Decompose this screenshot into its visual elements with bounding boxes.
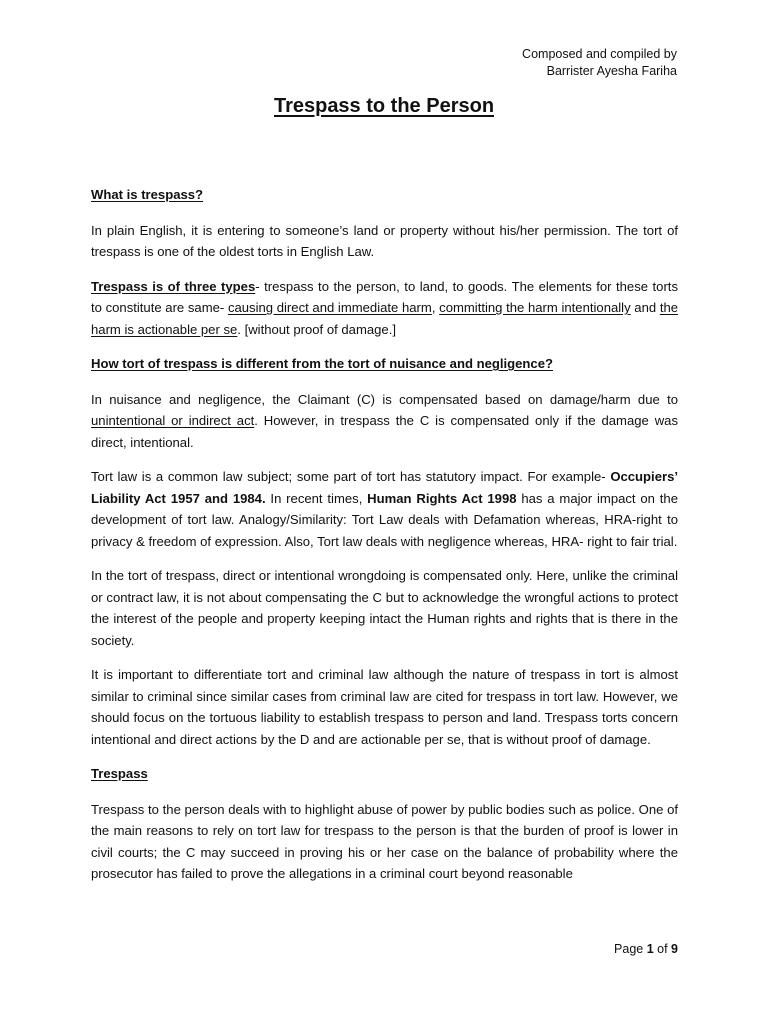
section-heading-difference — [91, 353, 678, 375]
paragraph-text: , — [431, 300, 440, 315]
element-actionable-per-se: the harm is actionable per se — [91, 300, 679, 337]
document-body — [91, 184, 678, 898]
paragraph-text: In nuisance and negligence, the Claimant (C) is compensated based on damage/harm due to — [91, 391, 678, 407]
three-types-lead: Trespass is of three types — [91, 278, 256, 294]
paragraph-three-types — [91, 276, 678, 341]
unintentional-act-phrase: unintentional or indirect act — [91, 413, 255, 428]
paragraph-nuisance-negligence — [91, 389, 678, 454]
paragraph-text: has a major impact on the development of tort law. Analogy/Similarity: Tort Law deals with Defamation whereas, HRA-right to privacy & freedom of expression. Also, Tort law deals with negligence whereas, HRA- right to fair trial. — [91, 490, 678, 549]
page-number — [614, 942, 678, 956]
paragraph-text: . [without proof of damage.] — [237, 321, 396, 337]
author-credit-line1: Composed and compiled by — [522, 47, 677, 61]
element-intentional-harm: committing the harm intentionally — [439, 300, 631, 315]
paragraph-tort-vs-criminal: It is important to differentiate tort and criminal law although the nature of trespass in tort is almost similar to criminal since similar cases from criminal law are cited for trespass in tort law. However, we should focus on the tortuous liability to establish trespass to person and land. Trespass torts concern intentional and direct actions by the D and are actionable per se, that is without proof of damage. — [91, 667, 678, 747]
page-label: Page — [614, 942, 647, 956]
heading-text: What is trespass? — [91, 187, 204, 202]
paragraph-text: Tort law is a common law subject; some part of tort has statutory impact. For example- — [91, 469, 611, 484]
current-page: 1 — [646, 942, 654, 956]
author-credit-line2: Barrister Ayesha Fariha — [546, 64, 677, 78]
human-rights-act: Human Rights Act 1998 — [367, 490, 517, 506]
total-pages: 9 — [671, 942, 678, 956]
of-label: of — [653, 942, 672, 956]
occupiers-liability-act: Occupiers’ Liability Act 1957 and 1984. — [91, 469, 678, 506]
paragraph-wrongdoing: In the tort of trespass, direct or intentional wrongdoing is compensated only. Here, unlike the criminal or contract law, it is not about compensating the C but to acknowledge the wrongful actions to protect the interest of the people and property keeping intact the Human rights and rights that is there in the society. — [91, 568, 678, 648]
paragraph-trespass-person: Trespass to the person deals with to highlight abuse of power by public bodies such as police. One of the main reasons to rely on tort law for trespass to the person is that the burden of proof is lower in civil courts; the C may succeed in proving his or her case on the balance of probability where the prosecutor has failed to prove the allegations in a criminal court beyond reasonable — [91, 801, 678, 881]
paragraph-text: . However, in trespass the C is compensated only if the damage was direct, intentional. — [91, 413, 678, 450]
element-direct-harm: causing direct and immediate harm — [227, 300, 432, 315]
heading-text: How tort of trespass is different from the tort of nuisance and negligence? — [91, 356, 553, 371]
paragraph-text: In recent times, — [265, 490, 368, 506]
paragraph-tort-law-statutes — [91, 466, 678, 552]
author-credit — [522, 46, 677, 80]
paragraph-definition: In plain English, it is entering to someone’s land or property without his/her permission. The tort of trespass is one of the oldest torts in English Law. — [91, 222, 678, 259]
section-heading-what-is-trespass — [91, 184, 678, 206]
page-title: Trespass to the Person — [273, 95, 495, 117]
heading-text: Trespass — [91, 766, 148, 781]
section-heading-trespass — [91, 763, 678, 785]
paragraph-text: - trespass to the person, to land, to goods. The elements for these torts to constitute are same- — [91, 278, 678, 315]
paragraph-text: and — [630, 300, 660, 315]
